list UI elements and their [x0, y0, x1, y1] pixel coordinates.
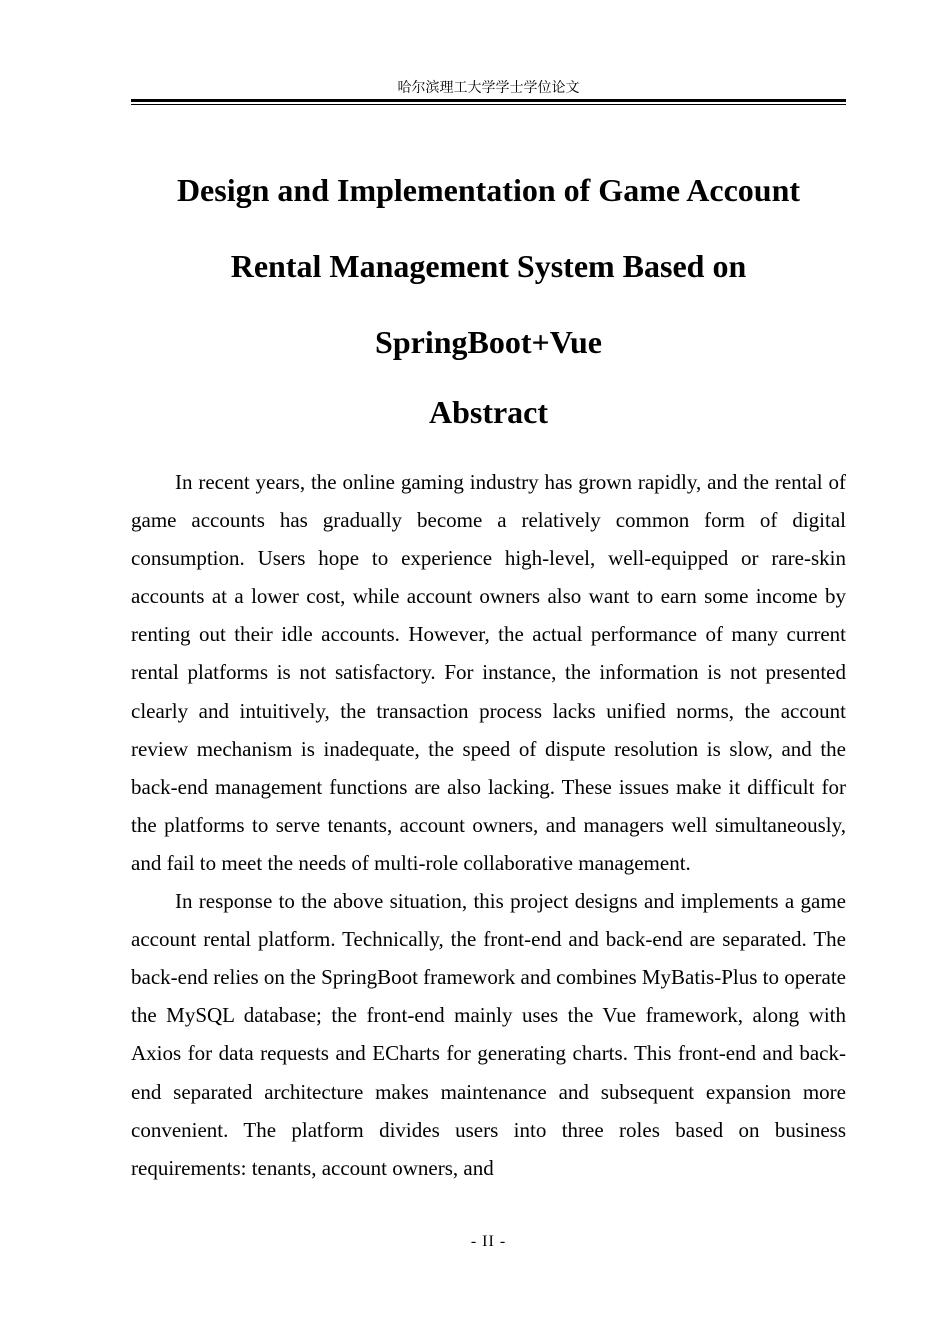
thesis-title — [131, 152, 846, 380]
abstract-heading: Abstract — [428, 394, 549, 430]
header-rule-thin — [131, 104, 846, 105]
abstract-paragraph-2: In response to the above situation, this project designs and implements a game account rental platform. Technically, the front-end and back-end are separated. The back-end relies on the SpringBoot framework and combines MyBatis-Plus to operate the MySQL database; the front-end mainly uses the Vue framework, along with Axios for data requests and ECharts for generating charts. This front-end and back-end separated architecture makes maintenance and subsequent expansion more convenient. The platform divides users into three roles based on business requirements: tenants, account owners, and — [131, 889, 847, 1180]
abstract-body — [131, 463, 846, 1187]
abstract-paragraph-1: In recent years, the online gaming industry has grown rapidly, and the rental of game accounts has gradually become a relatively common form of digital consumption. Users hope to experience high-level, well-equipped or rare-skin accounts at a lower cost, while account owners also want to earn some income by renting out their idle accounts. However, the actual performance of many current rental platforms is not satisfactory. For instance, the information is not presented clearly and intuitively, the transaction process lacks unified norms, the account review mechanism is inadequate, the speed of dispute resolution is slow, and the back-end management functions are also lacking. These issues make it difficult for the platforms to serve tenants, account owners, and managers well simultaneously, and fail to meet the needs of multi-role collaborative management. — [131, 470, 846, 875]
running-header: 哈尔滨理工大学学士学位论文 — [397, 80, 580, 96]
header-rule-thick — [131, 99, 846, 102]
page-number: - II - — [470, 1233, 507, 1250]
title-line-1: Design and Implementation of Game Account — [176, 172, 801, 208]
title-line-2: Rental Management System Based on — [230, 248, 747, 284]
title-line-3: SpringBoot+Vue — [375, 324, 602, 360]
